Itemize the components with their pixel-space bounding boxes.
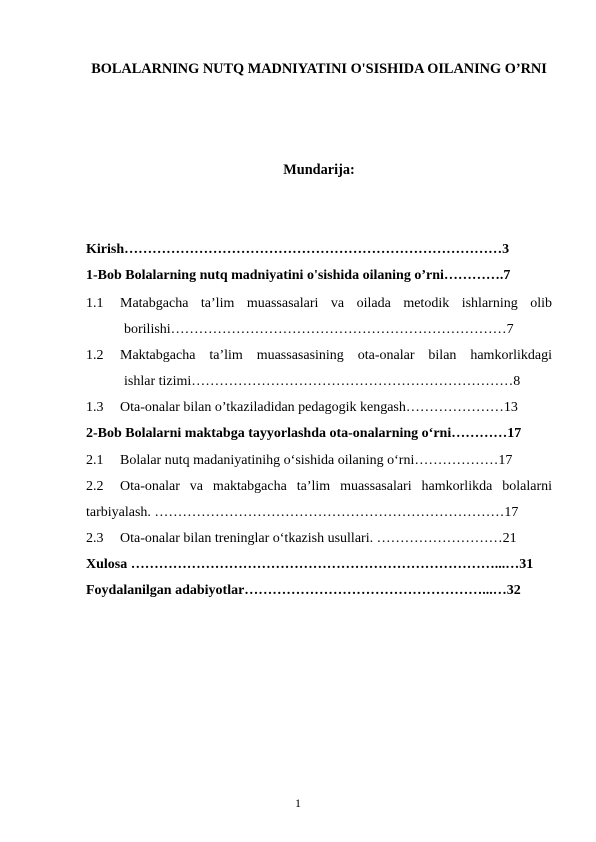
toc-entry-number: 2.2 [86,479,104,494]
toc-entry-text: Matabgacha ta’lim muassasalari va oilada metodik ishlarning olib [120,296,552,311]
toc-entry-xulosa: Xulosa ……………………………………………………………………...…31 [86,557,534,572]
toc-entry-2-3 [86,529,552,549]
document-title: BOLALARNING NUTQ MADNIYATINI O'SISHIDA OILANING O’RNI [91,61,547,77]
toc-entry-2-1 [86,451,552,471]
toc-entry-text: Ota-onalar va maktabgacha ta’lim muassasalari hamkorlikda bolalarni [120,479,552,494]
toc-entry-number: 1.2 [86,348,104,363]
toc-entry-1-2-continued: ishlar tizimi……………………………………………………………8 [124,374,521,389]
toc-entry-number: 1.3 [86,400,104,415]
toc-entry-1-2 [86,346,552,366]
toc-entry-chapter-1: 1-Bob Bolalarning nutq madniyatini o'sishida oilaning o’rni………….7 [86,268,511,283]
toc-entry-text: Ota-onalar bilan o’tkaziladidan pedagogik kengash…………………13 [120,400,518,415]
toc-entry-number: 1.1 [86,296,104,311]
toc-entry-2-2-continued: tarbiyalash. …………………………………………………………………17 [86,505,519,520]
toc-entry-number: 2.3 [86,531,104,546]
toc-entry-text: Maktabgacha ta’lim muassasasining ota-onalar bilan hamkorlikdagi [120,348,552,363]
toc-entry-text: Bolalar nutq madaniyatinihg o‘sishida oilaning o‘rni………………17 [120,453,513,468]
toc-entry-bibliography: Foydalanilgan adabiyotlar……………………………………………...…32 [86,583,521,598]
page-number: 1 [295,796,301,810]
toc-entry-1-3 [86,398,552,418]
toc-entry-1-1 [86,294,552,314]
toc-entry-chapter-2: 2-Bob Bolalarni maktabga tayyorlashda ota-onalarning o‘rni…………17 [86,426,522,441]
toc-heading: Mundarija: [283,162,355,178]
toc-entry-text: Ota-onalar bilan treninglar o‘tkazish usullari. ………………………21 [120,531,517,546]
toc-entry-2-2 [86,477,552,497]
toc-entry-number: 2.1 [86,453,104,468]
toc-entry-1-1-continued: borilishi………………………………………………………………7 [124,322,514,337]
toc-entry-kirish: Kirish………………………………………………………………………3 [86,242,510,257]
